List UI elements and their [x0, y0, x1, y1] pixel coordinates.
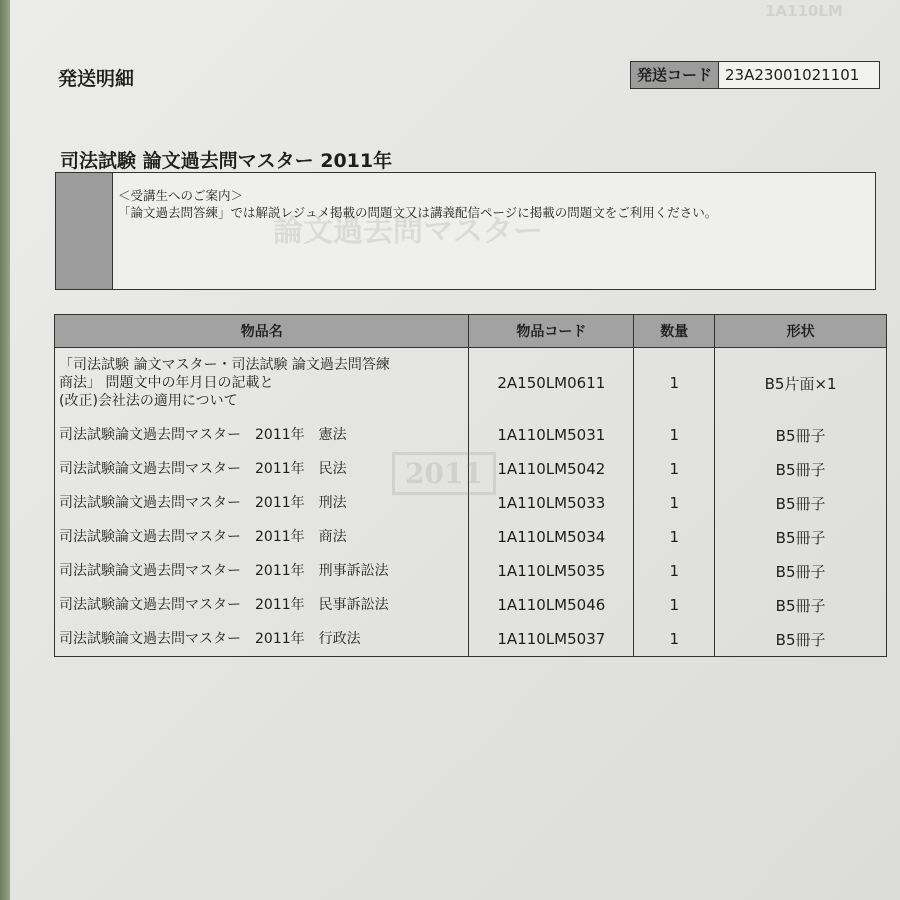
item-quantity: 1	[634, 418, 715, 452]
item-quantity: 1	[634, 520, 715, 554]
col-header-item-code: 物品コード	[469, 315, 634, 348]
item-code: 1A110LM5042	[469, 452, 634, 486]
col-header-quantity: 数量	[634, 315, 715, 348]
item-format: B5冊子	[715, 520, 887, 554]
course-title: 司法試験 論文過去問マスター 2011年	[60, 150, 393, 172]
item-quantity: 1	[634, 452, 715, 486]
shipping-code-value: 23A23001021101	[719, 62, 879, 88]
table-row	[55, 348, 887, 419]
table-row	[55, 452, 887, 486]
item-name: 司法試験論文過去問マスター 2011年 商法	[55, 520, 469, 554]
item-format: B5冊子	[715, 622, 887, 657]
corner-code-bleed: 1A110LM	[765, 2, 843, 20]
item-quantity: 1	[634, 486, 715, 520]
item-code: 1A110LM5035	[469, 554, 634, 588]
items-table	[54, 314, 887, 657]
table-row	[55, 520, 887, 554]
item-name: 司法試験論文過去問マスター 2011年 民事訴訟法	[55, 588, 469, 622]
item-quantity: 1	[634, 622, 715, 657]
item-name: 「司法試験 論文マスター・司法試験 論文過去問答練 商法」 問題文中の年月日の記載と (改正)会社法の適用について	[55, 348, 469, 419]
item-format: B5片面×1	[715, 348, 887, 419]
item-name: 司法試験論文過去問マスター 2011年 刑事訴訟法	[55, 554, 469, 588]
shipping-code-box	[630, 61, 880, 89]
item-name: 司法試験論文過去問マスター 2011年 民法	[55, 452, 469, 486]
item-code: 1A110LM5033	[469, 486, 634, 520]
item-name: 司法試験論文過去問マスター 2011年 刑法	[55, 486, 469, 520]
document-title: 発送明細	[58, 68, 135, 90]
item-code: 1A110LM5031	[469, 418, 634, 452]
table-row	[55, 486, 887, 520]
shipping-slip-paper	[10, 0, 900, 900]
item-quantity: 1	[634, 588, 715, 622]
notice-box	[55, 172, 876, 290]
item-name: 司法試験論文過去問マスター 2011年 行政法	[55, 622, 469, 657]
table-row	[55, 418, 887, 452]
table-row	[55, 588, 887, 622]
item-code: 1A110LM5037	[469, 622, 634, 657]
col-header-format: 形状	[715, 315, 887, 348]
notice-side-bar	[56, 173, 113, 289]
table-watermark: 2011	[392, 452, 496, 495]
item-format: B5冊子	[715, 486, 887, 520]
table-row	[55, 622, 887, 657]
item-format: B5冊子	[715, 588, 887, 622]
item-format: B5冊子	[715, 554, 887, 588]
item-quantity: 1	[634, 348, 715, 419]
shipping-code-label: 発送コード	[631, 62, 719, 88]
item-name: 司法試験論文過去問マスター 2011年 憲法	[55, 418, 469, 452]
item-code: 1A110LM5046	[469, 588, 634, 622]
table-header-row	[55, 315, 887, 348]
item-quantity: 1	[634, 554, 715, 588]
table-edge	[0, 0, 10, 900]
table-row	[55, 554, 887, 588]
notice-body: 「論文過去問答練」では解説レジュメ掲載の問題文又は講義配信ページに掲載の問題文をご利用ください。	[118, 205, 718, 220]
notice-watermark: 論文過去問マスター	[273, 214, 543, 249]
notice-text	[113, 173, 875, 289]
col-header-item-name: 物品名	[55, 315, 469, 348]
item-code: 1A110LM5034	[469, 520, 634, 554]
item-code: 2A150LM0611	[469, 348, 634, 419]
item-format: B5冊子	[715, 452, 887, 486]
item-format: B5冊子	[715, 418, 887, 452]
notice-heading: ＜受講生へのご案内＞	[118, 188, 244, 203]
